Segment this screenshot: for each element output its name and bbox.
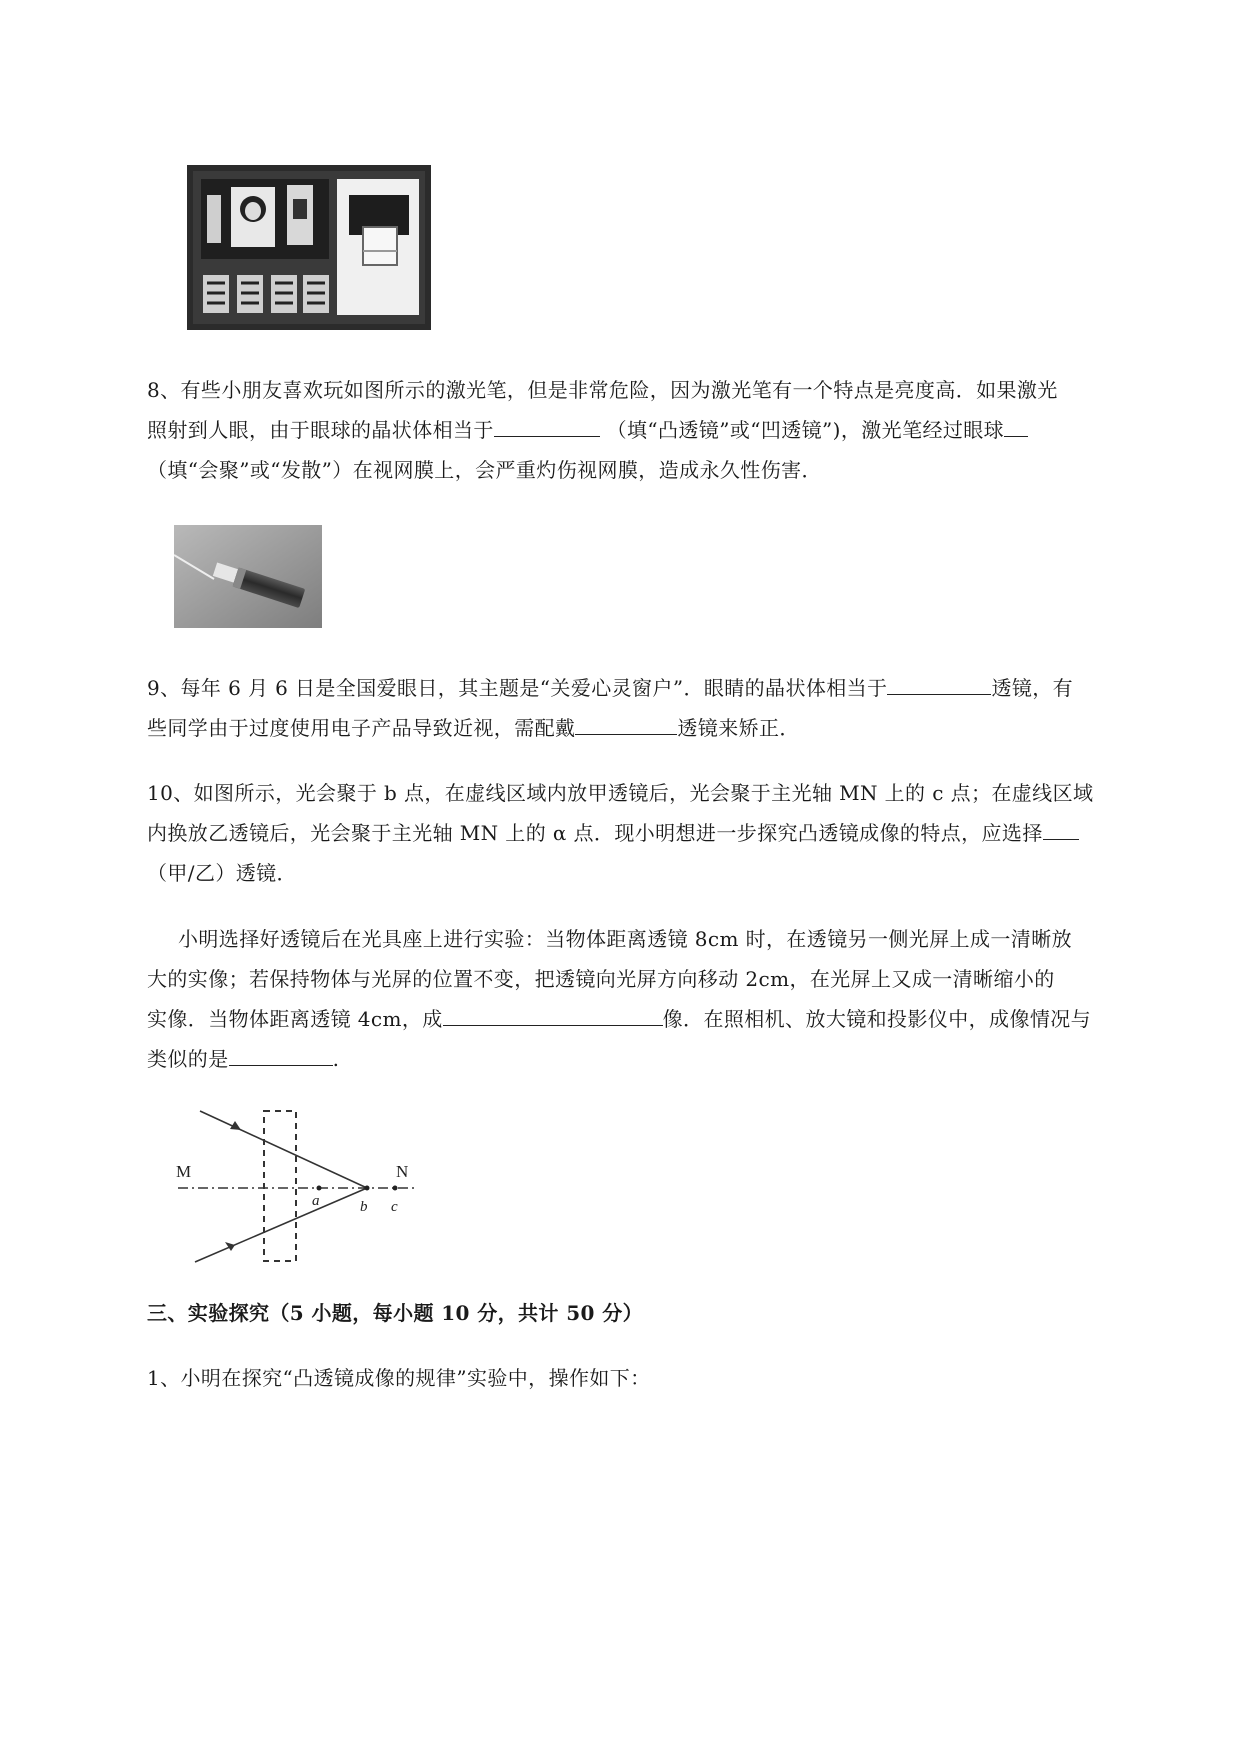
q10-answer-blank-1[interactable]	[1043, 821, 1079, 840]
q9-answer-blank-1[interactable]	[887, 676, 991, 695]
q10-para-line-4	[147, 1047, 339, 1071]
lower-ray	[195, 1188, 367, 1262]
q8-answer-blank-2[interactable]	[1004, 418, 1028, 437]
q8-answer-blank-1[interactable]	[494, 418, 600, 437]
point-a-dot	[317, 1186, 322, 1191]
label-c: c	[391, 1199, 398, 1215]
label-M: M	[176, 1162, 192, 1181]
q10-para-line-3-text-a: 实像．当物体距离透镜 4cm，成	[147, 1007, 443, 1031]
q10-para-line-4-text-b: .	[332, 1047, 340, 1071]
label-N: N	[396, 1162, 409, 1181]
q10-para-line-4-text-a: 类似的是	[147, 1047, 229, 1071]
q10-line-2	[147, 821, 1079, 845]
q8-line-2-text-b: （填“凸透镜”或“凹透镜”)，激光笔经过眼球	[606, 418, 1005, 442]
label-a: a	[312, 1193, 320, 1209]
q10-line-3: （甲/乙）透镜．	[147, 861, 297, 885]
q10-para-line-2: 大的实像；若保持物体与光屏的位置不变，把透镜向光屏方向移动 2cm，在光屏上又成一清晰缩小的	[147, 967, 1055, 991]
q10-answer-blank-3[interactable]	[229, 1047, 333, 1066]
dashed-lens-region	[264, 1111, 296, 1261]
q9-line-2-text-b: 透镜来矫正．	[677, 716, 800, 740]
lens-diagram	[170, 1105, 420, 1265]
q10-line-1: 10、如图所示，光会聚于 b 点，在虚线区域内放甲透镜后，光会聚于主光轴 MN 上的 c 点；在虚线区域	[147, 781, 1094, 805]
q10-para-line-3	[147, 1007, 1091, 1031]
q10-para-line-3-text-b: 像．在照相机、放大镜和投影仪中，成像情况与	[662, 1007, 1092, 1031]
section-3-heading: 三、实验探究（5 小题，每小题 10 分，共计 50 分）	[147, 1301, 643, 1325]
q10-para-line-1: 小明选择好透镜后在光具座上进行实验：当物体距离透镜 8cm 时，在透镜另一侧光屏上成一清晰放	[178, 927, 1073, 951]
q8-line-3: （填“会聚”或“发散”）在视网膜上，会严重灼伤视网膜，造成永久性伤害．	[147, 458, 822, 482]
q9-line-2	[147, 716, 800, 740]
q10-line-2-text: 内换放乙透镜后，光会聚于主光轴 MN 上的 α 点．现小明想进一步探究凸透镜成像的特点，应选择	[147, 821, 1043, 845]
q8-line-2-text-a: 照射到人眼，由于眼球的晶状体相当于	[147, 418, 494, 442]
upper-ray	[200, 1111, 367, 1188]
label-b: b	[360, 1199, 368, 1215]
q9-answer-blank-2[interactable]	[575, 716, 677, 735]
laser-pen-photo	[174, 525, 322, 628]
q8-line-1: 8、有些小朋友喜欢玩如图所示的激光笔，但是非常危险，因为激光笔有一个特点是亮度高．如果激光	[147, 378, 1058, 402]
section-3-q1: 1、小明在探究“凸透镜成像的规律”实验中，操作如下：	[147, 1366, 651, 1390]
q9-line-2-text-a: 些同学由于过度使用电子产品导致近视，需配戴	[147, 716, 576, 740]
q9-line-1-text-a: 9、每年 6 月 6 日是全国爱眼日，其主题是“关爱心灵窗户”．眼睛的晶状体相当于	[147, 676, 888, 700]
point-c-dot	[393, 1186, 398, 1191]
q9-line-1-text-b: 透镜，有	[991, 676, 1074, 700]
point-b-dot	[365, 1186, 370, 1191]
q9-line-1	[147, 676, 1073, 700]
gadget-photo	[187, 165, 431, 330]
q8-line-2	[147, 418, 1028, 442]
lower-ray-arrow	[225, 1242, 235, 1251]
q10-answer-blank-2[interactable]	[443, 1007, 663, 1026]
